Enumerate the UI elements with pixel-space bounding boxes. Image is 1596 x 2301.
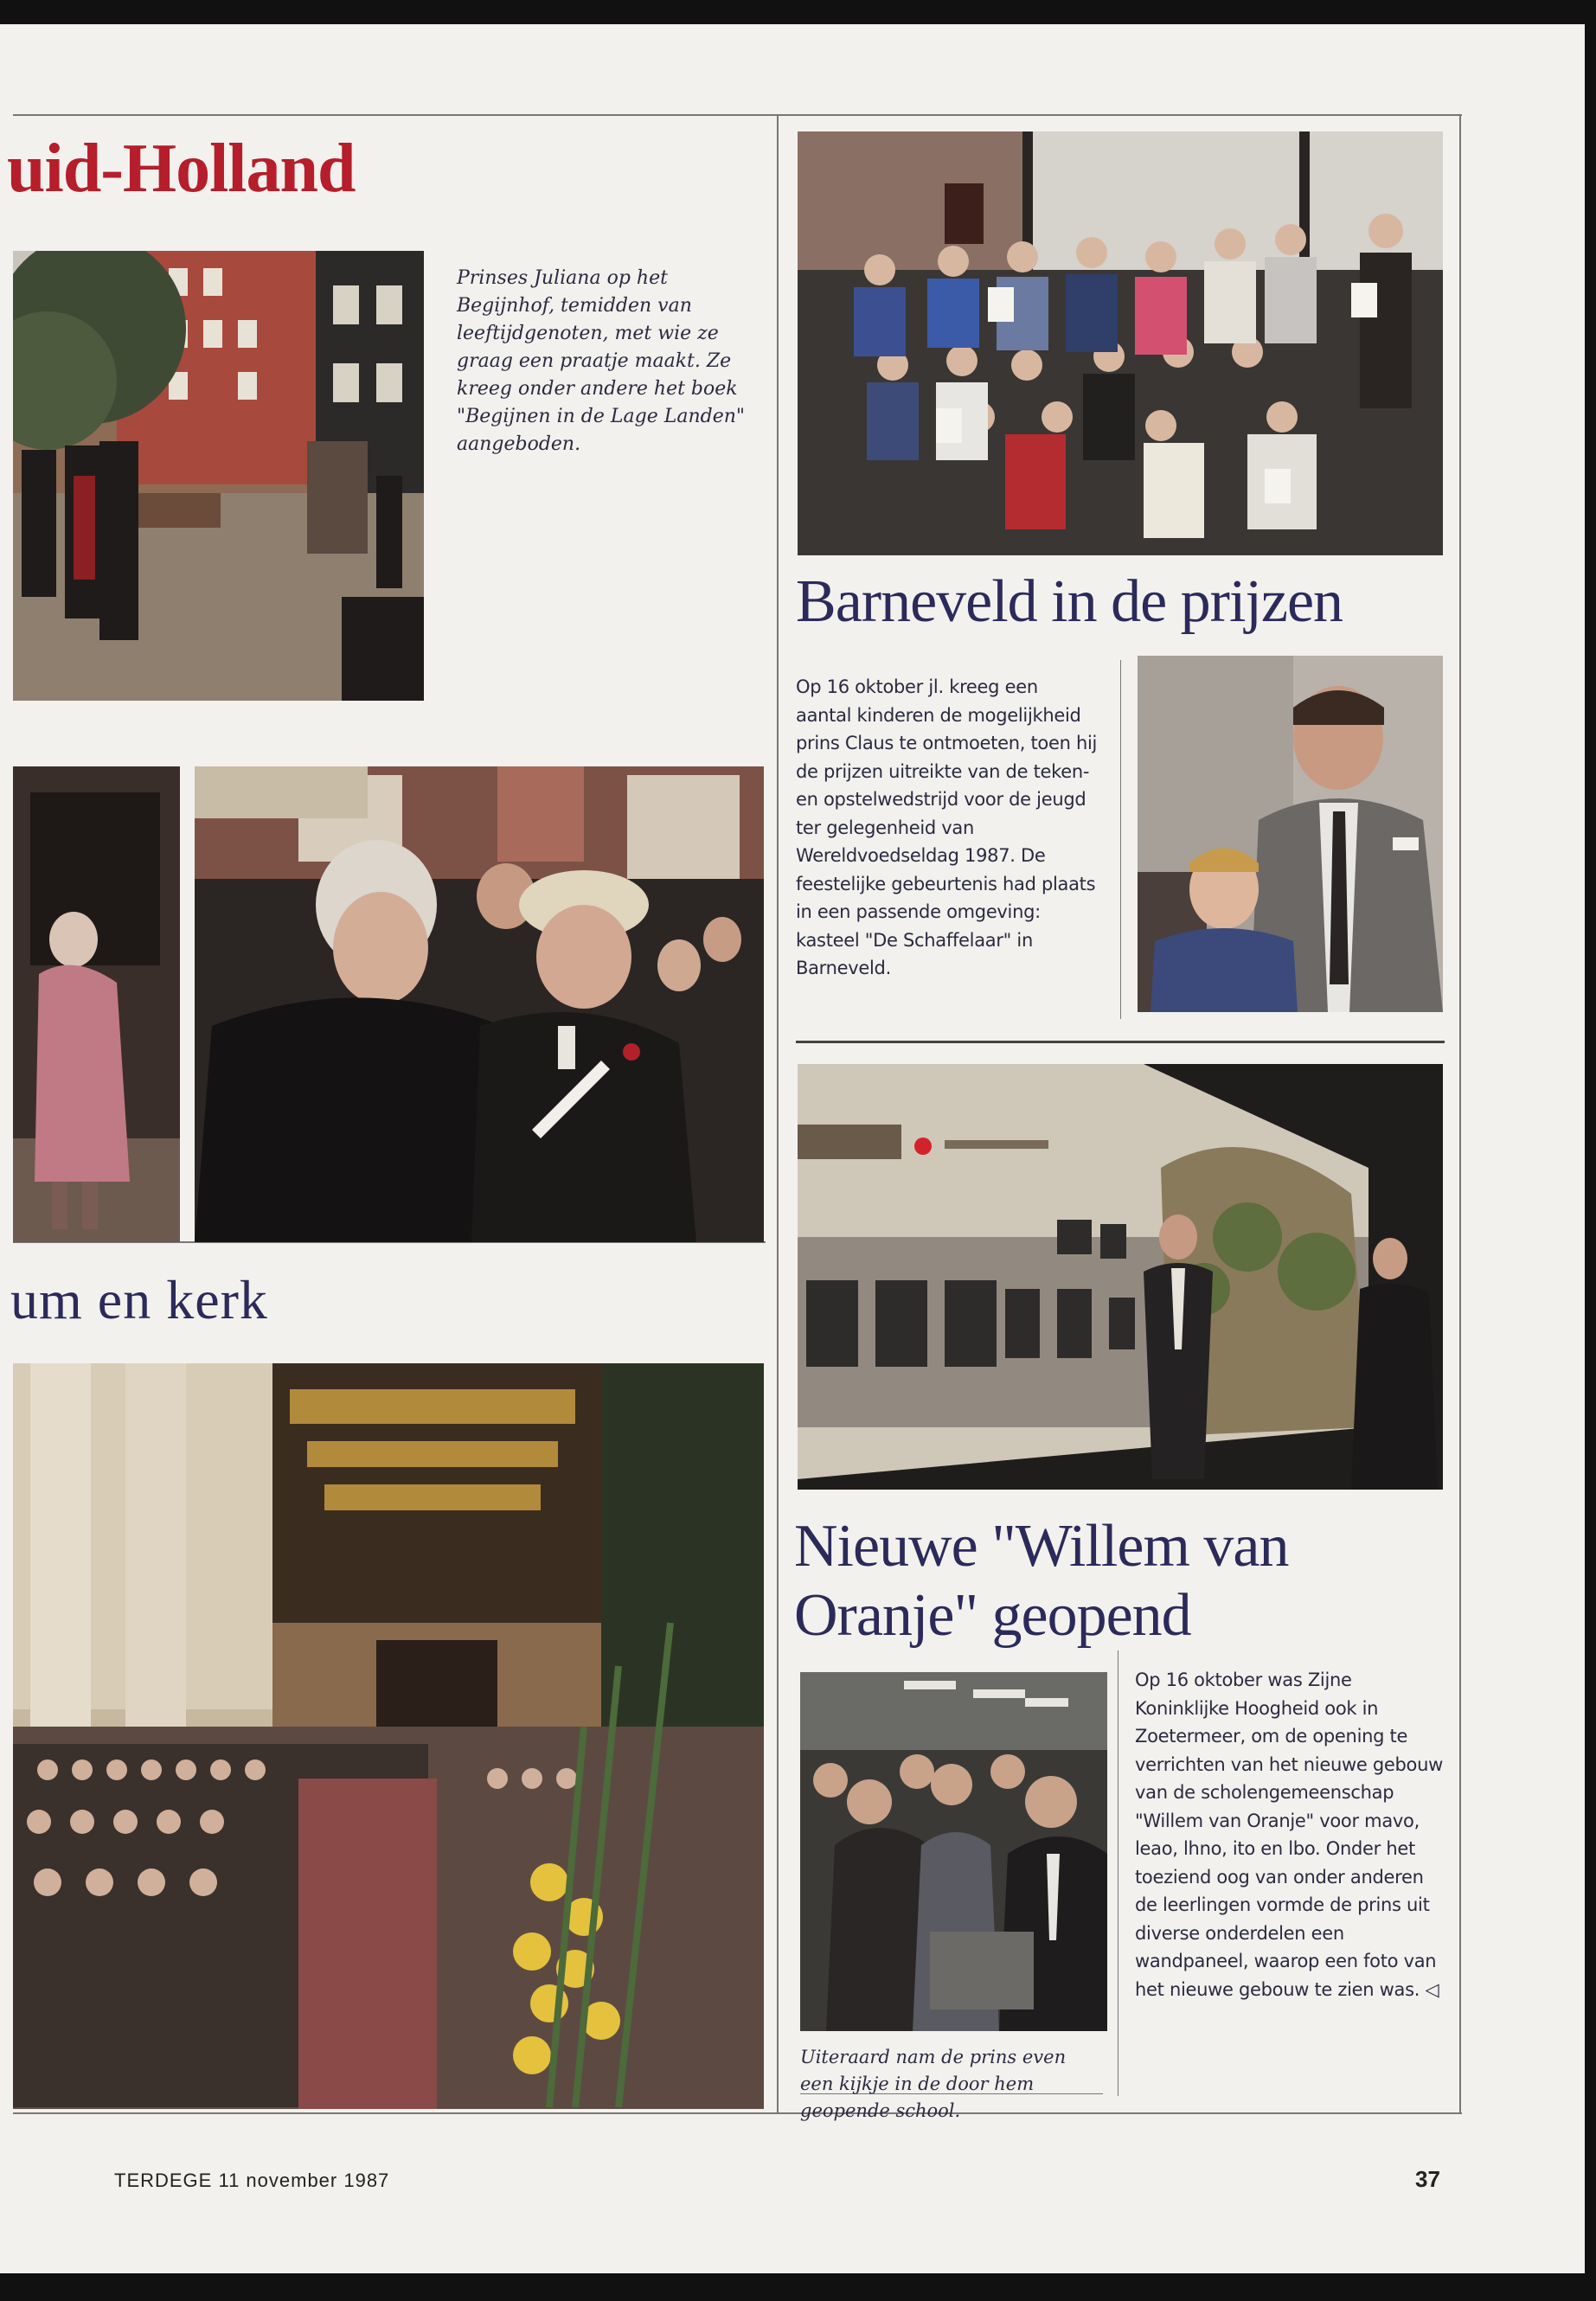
willem-heading-line1: Nieuwe "Willem van bbox=[794, 1513, 1289, 1580]
bottom-rule bbox=[13, 2112, 1462, 2114]
school-caption: Uiteraard nam de prins even een kijkje in de door hem geopende school. bbox=[800, 2047, 1067, 2121]
willem-heading-line2: Oranje" geopend bbox=[794, 1582, 1191, 1649]
juliana-crowd-photo bbox=[195, 766, 764, 1242]
right-mid-rule bbox=[796, 1041, 1445, 1043]
willem-article: Op 16 oktober was Zijne Koninklijke Hoogheid ook in Zoetermeer, om de opening te verrichten van het nieuwe gebouw van de scholengemeenschap "Willem van Oranje" voor mavo, leao, lhno, ito en lbo. Onder het toeziend oog van onder anderen de leerlingen vormde de prins uit diverse onderdelen een wandpaneel, waarop een foto van het nieuwe gebouw te zien was. ◁ bbox=[1135, 1670, 1443, 2000]
barneveld-heading: Barneveld in de prijzen bbox=[796, 568, 1343, 635]
school-panel-photo bbox=[798, 1064, 1443, 1490]
publication-footer: TERDEGE 11 november 1987 bbox=[114, 2170, 390, 2191]
church-interior-photo bbox=[13, 1363, 764, 2109]
juliana-walking-photo bbox=[13, 766, 180, 1242]
begijnhof-photo bbox=[13, 251, 424, 701]
top-rule bbox=[13, 114, 1462, 116]
center-column-rule bbox=[777, 114, 779, 2114]
barneveld-col-rule bbox=[1120, 660, 1121, 1019]
right-frame-rule bbox=[1459, 114, 1461, 2114]
prince-claus-photo bbox=[1138, 656, 1443, 1012]
zuid-holland-heading: uid-Holland bbox=[7, 131, 356, 207]
juliana-caption: Prinses Juliana op het Begijnhof, temidden van leeftijdgenoten, met wie ze graag een praatje maakt. Ze kreeg onder andere het boek "Begijnen in de Lage Landen" aangeboden. bbox=[457, 267, 745, 455]
page-number: 37 bbox=[1415, 2166, 1440, 2192]
magazine-page bbox=[0, 24, 1585, 2273]
barneveld-article: Op 16 oktober jl. kreeg een aantal kinderen de mogelijkheid prins Claus te ontmoeten, toen hij de prijzen uitreikte van de teken- en opstelwedstrijd voor de jeugd ter gelegenheid van Wereldvoedseldag 1987. De feestelijke gebeurtenis had plaats in een passende omgeving: kasteel "De Schaffelaar" in Barneveld. bbox=[796, 676, 1098, 978]
prince-in-school-photo bbox=[800, 1672, 1107, 2031]
barneveld-children-photo bbox=[798, 131, 1443, 555]
museum-kerk-heading: um en kerk bbox=[10, 1269, 268, 1330]
